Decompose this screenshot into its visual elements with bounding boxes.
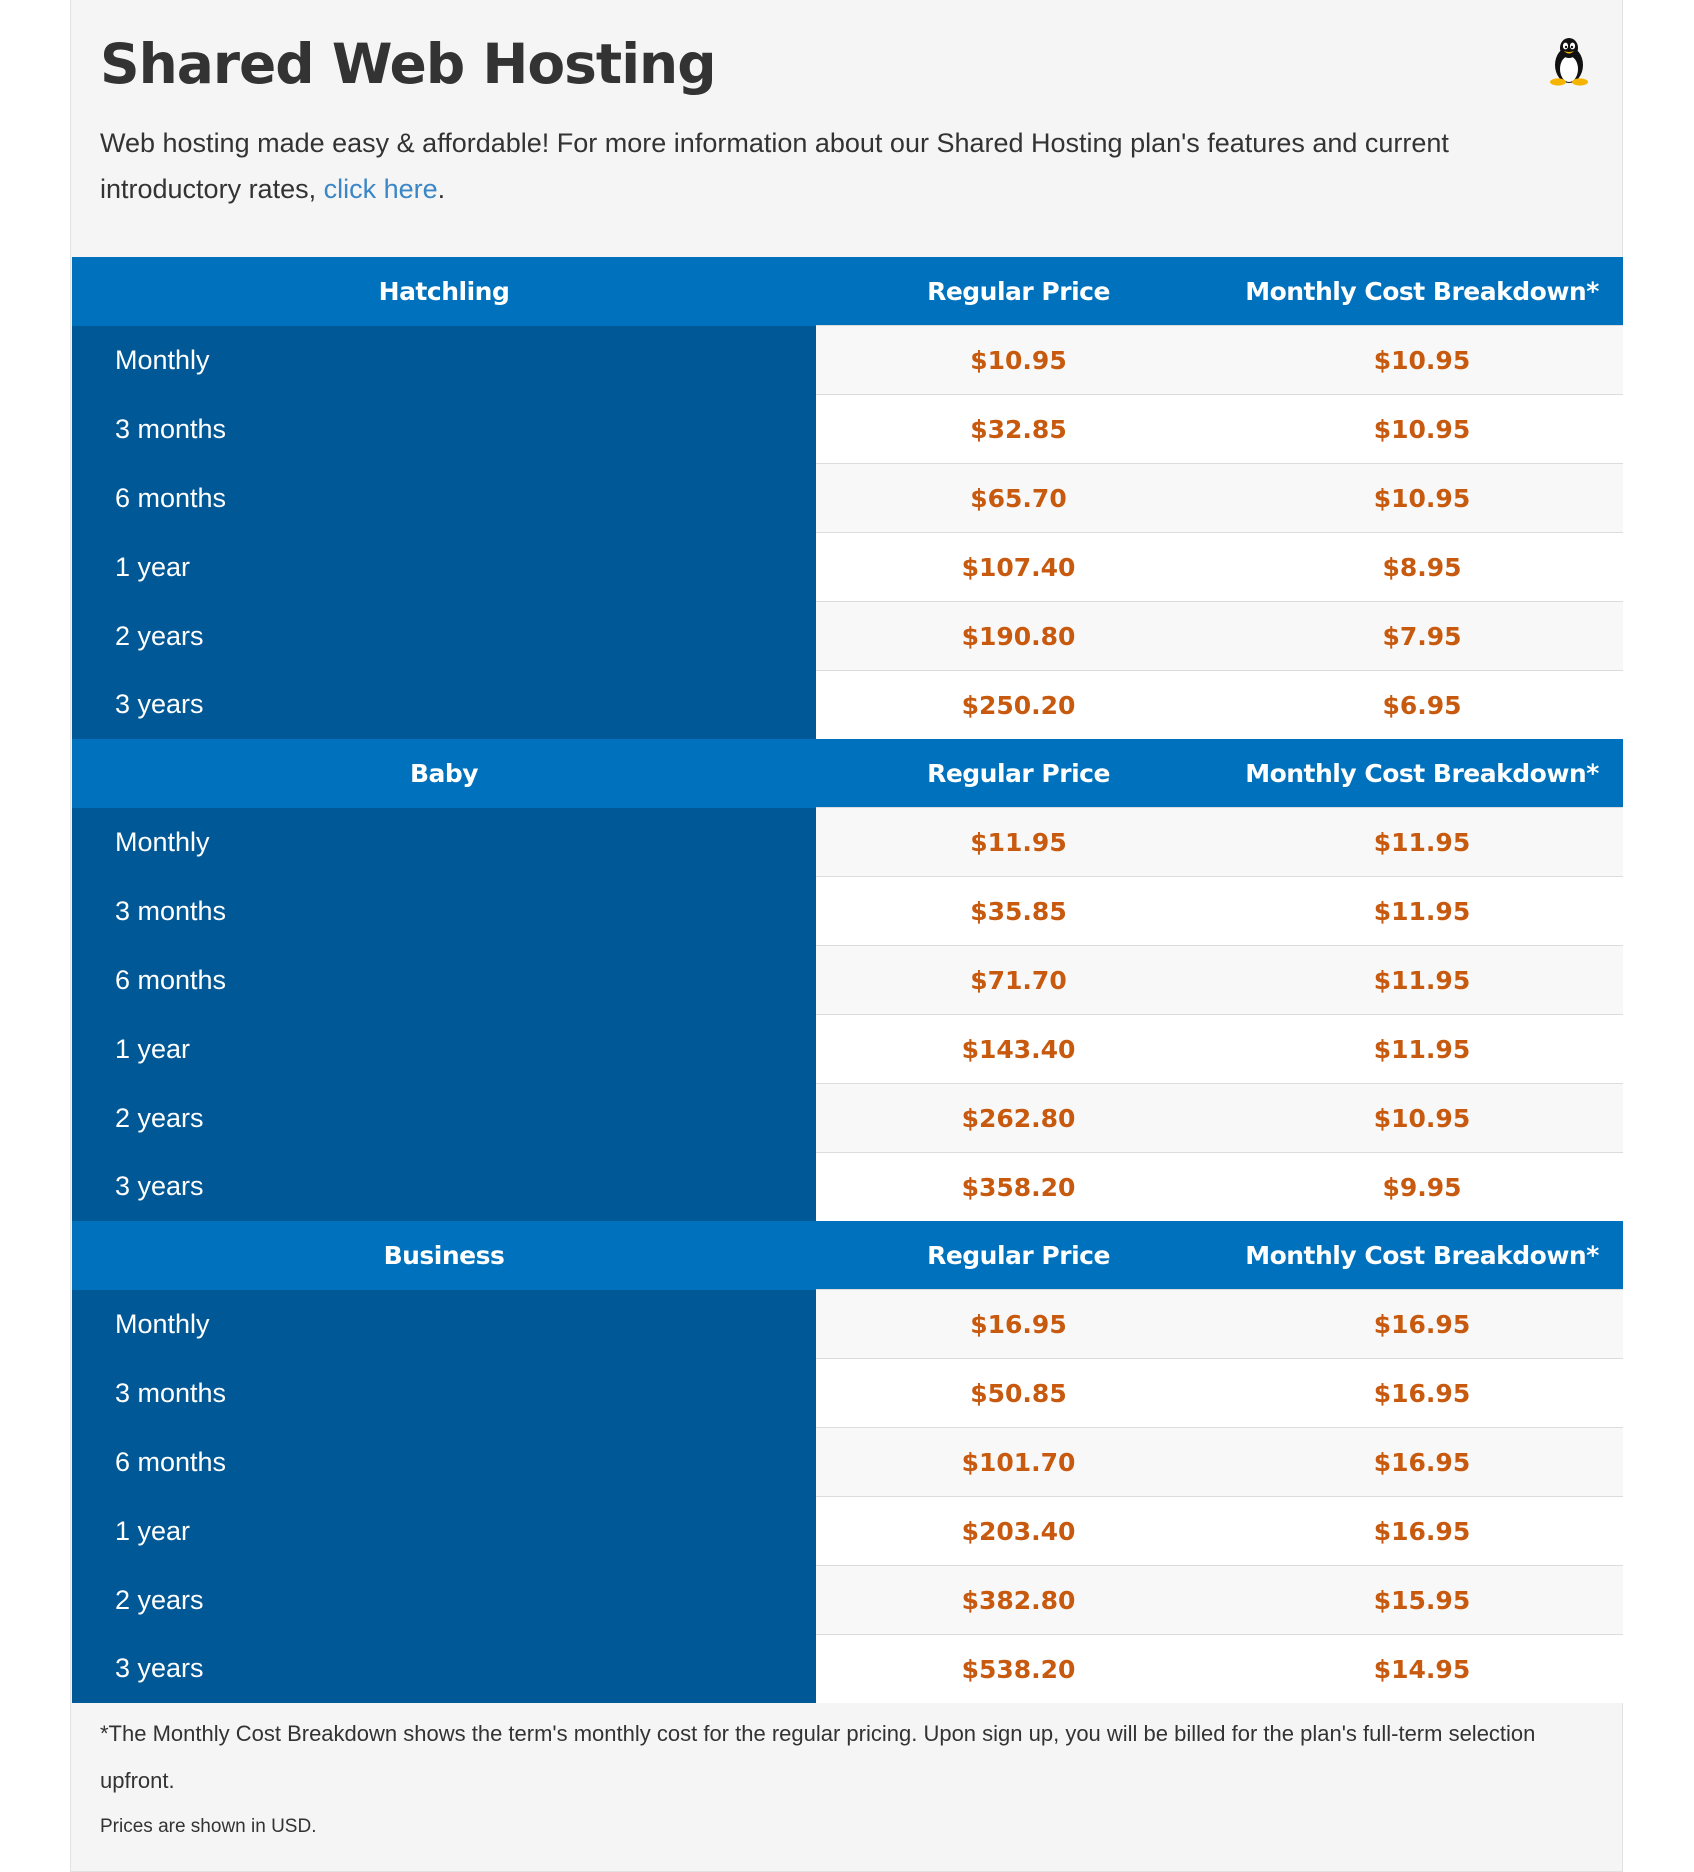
table-row (72, 464, 1623, 533)
regular-price: $71.70 (816, 946, 1221, 1015)
plan-name: Baby (72, 739, 816, 808)
term-label: 6 months (72, 464, 816, 533)
monthly-cost: $9.95 (1221, 1153, 1623, 1222)
monthly-cost: $7.95 (1221, 602, 1623, 671)
term-label: Monthly (72, 1290, 816, 1359)
footnotes (100, 1710, 1582, 1842)
monthly-cost: $16.95 (1221, 1359, 1623, 1428)
plan-header-business (72, 1221, 1623, 1290)
regular-price: $143.40 (816, 1015, 1221, 1084)
monthly-cost: $10.95 (1221, 395, 1623, 464)
term-label: 6 months (72, 1428, 816, 1497)
table-row (72, 1015, 1623, 1084)
table-row (72, 1428, 1623, 1497)
table-row (72, 1084, 1623, 1153)
regular-price: $358.20 (816, 1153, 1221, 1222)
monthly-cost: $10.95 (1221, 326, 1623, 395)
term-label: Monthly (72, 326, 816, 395)
monthly-breakdown-header: Monthly Cost Breakdown* (1221, 257, 1623, 326)
monthly-cost: $14.95 (1221, 1635, 1623, 1704)
monthly-cost-footnote: *The Monthly Cost Breakdown shows the term's monthly cost for the regular pricing. Upon sign up, you will be billed for the plan's full-term selection upfront. (100, 1721, 1536, 1793)
regular-price: $16.95 (816, 1290, 1221, 1359)
term-label: 2 years (72, 1566, 816, 1635)
table-row (72, 395, 1623, 464)
regular-price-header: Regular Price (816, 1221, 1221, 1290)
intro-paragraph (100, 120, 1560, 212)
regular-price: $538.20 (816, 1635, 1221, 1704)
table-row (72, 877, 1623, 946)
monthly-cost: $11.95 (1221, 877, 1623, 946)
table-row (72, 808, 1623, 877)
term-label: 1 year (72, 533, 816, 602)
page-title: Shared Web Hosting (100, 32, 716, 96)
regular-price-header: Regular Price (816, 257, 1221, 326)
term-label: 3 months (72, 877, 816, 946)
term-label: 1 year (72, 1497, 816, 1566)
plan-name: Business (72, 1221, 816, 1290)
intro-end: . (437, 174, 446, 204)
table-row (72, 1153, 1623, 1222)
hosting-card (70, 0, 1623, 1872)
click-here-link[interactable]: click here (323, 174, 438, 204)
table-row (72, 1290, 1623, 1359)
term-label: 3 years (72, 1153, 816, 1222)
currency-note: Prices are shown in USD. (100, 1816, 317, 1837)
regular-price: $35.85 (816, 877, 1221, 946)
monthly-breakdown-header: Monthly Cost Breakdown* (1221, 1221, 1623, 1290)
term-label: 2 years (72, 602, 816, 671)
regular-price: $203.40 (816, 1497, 1221, 1566)
monthly-cost: $11.95 (1221, 1015, 1623, 1084)
term-label: 3 years (72, 1635, 816, 1704)
term-label: 3 months (72, 1359, 816, 1428)
monthly-cost: $16.95 (1221, 1428, 1623, 1497)
regular-price: $101.70 (816, 1428, 1221, 1497)
monthly-breakdown-header: Monthly Cost Breakdown* (1221, 739, 1623, 808)
term-label: 2 years (72, 1084, 816, 1153)
term-label: 3 months (72, 395, 816, 464)
regular-price: $11.95 (816, 808, 1221, 877)
regular-price: $107.40 (816, 533, 1221, 602)
monthly-cost: $11.95 (1221, 808, 1623, 877)
card-header (100, 28, 1593, 239)
pricing-table (72, 257, 1623, 1703)
monthly-cost: $15.95 (1221, 1566, 1623, 1635)
table-row (72, 1566, 1623, 1635)
table-row (72, 946, 1623, 1015)
table-row (72, 1359, 1623, 1428)
table-row (72, 602, 1623, 671)
table-row (72, 326, 1623, 395)
regular-price: $65.70 (816, 464, 1221, 533)
table-row (72, 671, 1623, 740)
regular-price: $250.20 (816, 671, 1221, 740)
monthly-cost: $11.95 (1221, 946, 1623, 1015)
term-label: 6 months (72, 946, 816, 1015)
term-label: 3 years (72, 671, 816, 740)
regular-price: $10.95 (816, 326, 1221, 395)
plan-header-hatchling (72, 257, 1623, 326)
monthly-cost: $6.95 (1221, 671, 1623, 740)
regular-price: $262.80 (816, 1084, 1221, 1153)
regular-price-header: Regular Price (816, 739, 1221, 808)
regular-price: $382.80 (816, 1566, 1221, 1635)
term-label: 1 year (72, 1015, 816, 1084)
regular-price: $50.85 (816, 1359, 1221, 1428)
regular-price: $32.85 (816, 395, 1221, 464)
table-row (72, 533, 1623, 602)
monthly-cost: $8.95 (1221, 533, 1623, 602)
monthly-cost: $16.95 (1221, 1290, 1623, 1359)
intro-text: Web hosting made easy & affordable! For more information about our Shared Hosting plan's features and current introductory rates, (100, 128, 1449, 204)
table-row (72, 1635, 1623, 1704)
plan-header-baby (72, 739, 1623, 808)
monthly-cost: $16.95 (1221, 1497, 1623, 1566)
table-row (72, 1497, 1623, 1566)
monthly-cost: $10.95 (1221, 1084, 1623, 1153)
monthly-cost: $10.95 (1221, 464, 1623, 533)
linux-penguin-icon (1547, 36, 1591, 86)
term-label: Monthly (72, 808, 816, 877)
regular-price: $190.80 (816, 602, 1221, 671)
plan-name: Hatchling (72, 257, 816, 326)
